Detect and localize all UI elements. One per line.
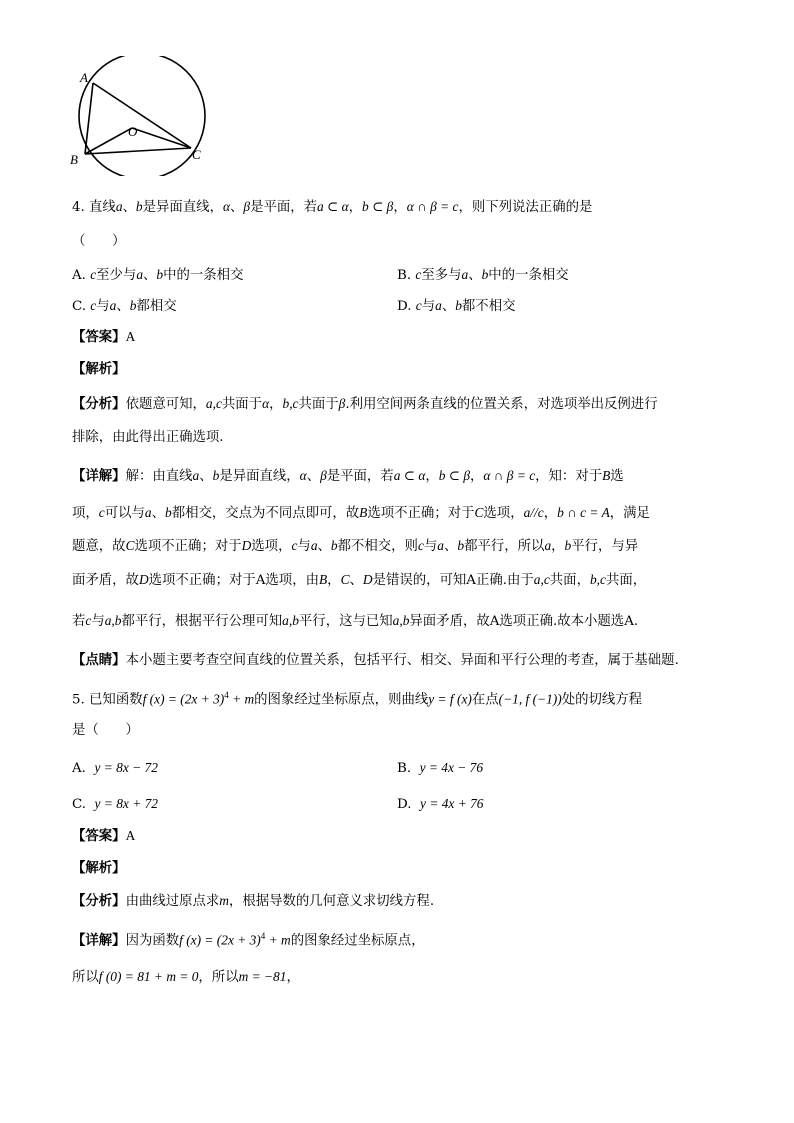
q4-detail-line2: 项，c可以与a、b都相交，交点为不同点即可，故B选项不正确；对于C选项，a//c，b ∩ c = A，满足 — [72, 505, 650, 521]
q5-stem: 5. 已知函数f $(x) = (2x + 3)^4 + m$的图象经过坐标原点，则曲线y = f (x)在点(−1, f (−1))处的切线方程 — [72, 690, 643, 708]
q4-option-c: C. c与a、b都相交 — [72, 298, 177, 314]
q4-detail-line3: 题意，故C选项不正确；对于D选项，c与a、b都不相交，则c与a、b都平行，所以a，b平行，与异 — [72, 538, 639, 554]
q4-option-b: B. c至多与a、b中的一条相交 — [397, 267, 569, 283]
q4-detail-line5: 若c与a,b都平行，根据平行公理可知a,b平行，这与已知a,b异面矛盾，故A选项正确.故本小题选A. — [72, 613, 639, 629]
q4-detail-line1: 【详解】解：由直线a、b是异面直线，α、β是平面，若a ⊂ α，b ⊂ β，α ∩ β = c，知：对于B选 — [72, 468, 624, 484]
q4-detail-line4: 面矛盾，故D选项不正确；对于A选项，由B，C、D是错误的，可知A正确.由于a,c共面，b,c共面， — [72, 572, 647, 588]
segment-ac — [93, 83, 191, 148]
q4-option-a: A. c至少与a、b中的一条相交 — [72, 267, 244, 283]
q5-fenxi: 【分析】由曲线过原点求m，根据导数的几何意义求切线方程. — [72, 893, 435, 909]
q5-answer: 【答案】A — [72, 828, 136, 844]
segment-ob — [85, 128, 132, 154]
circle-triangle-figure — [64, 56, 244, 176]
segment-bc — [85, 148, 191, 154]
q4-paren: （ ） — [72, 234, 126, 249]
point-label-o: O — [128, 124, 138, 139]
q4-analysis-heading: 【解析】 — [72, 361, 126, 377]
q4-dianjing: 【点睛】本小题主要考查空间直线的位置关系，包括平行、相交、异面和平行公理的考查，属于基础题. — [72, 652, 679, 668]
q5-detail-line2: 所以f (0) = 81 + m = 0，所以m = −81， — [72, 969, 300, 985]
point-label-c: C — [192, 147, 201, 162]
segment-oc — [132, 128, 191, 148]
q5-detail-line1: 【详解】因为函数f $(x) = (2x + 3)^4 + m$的图象经过坐标原点， — [72, 931, 425, 949]
q4-fenxi-line2: 排除，由此得出正确选项. — [72, 430, 224, 445]
q5-option-c: C. y = 8x + 72 — [72, 796, 158, 812]
q4-fenxi-line1: 【分析】依题意可知，a,c共面于α，b,c共面于β.利用空间两条直线的位置关系，对选项举出反例进行 — [72, 396, 658, 412]
q4-stem: 4. 直线a、b是异面直线，α、β是平面，若a ⊂ α，b ⊂ β，α ∩ β = c，则下列说法正确的是 — [72, 199, 593, 215]
q5-option-a: A. y = 8x − 72 — [72, 760, 158, 776]
q4-answer: 【答案】A — [72, 329, 136, 345]
point-label-a: A — [80, 70, 88, 85]
segment-ab — [85, 83, 93, 154]
point-label-b: B — [70, 152, 78, 167]
q5-option-d: D. y = 4x + 76 — [397, 796, 484, 812]
q5-stem-line2: 是（ ） — [72, 723, 139, 738]
q4-option-d: D. c与a、b都不相交 — [397, 298, 516, 314]
q5-analysis-heading: 【解析】 — [72, 860, 126, 876]
q5-option-b: B. y = 4x − 76 — [397, 760, 484, 776]
